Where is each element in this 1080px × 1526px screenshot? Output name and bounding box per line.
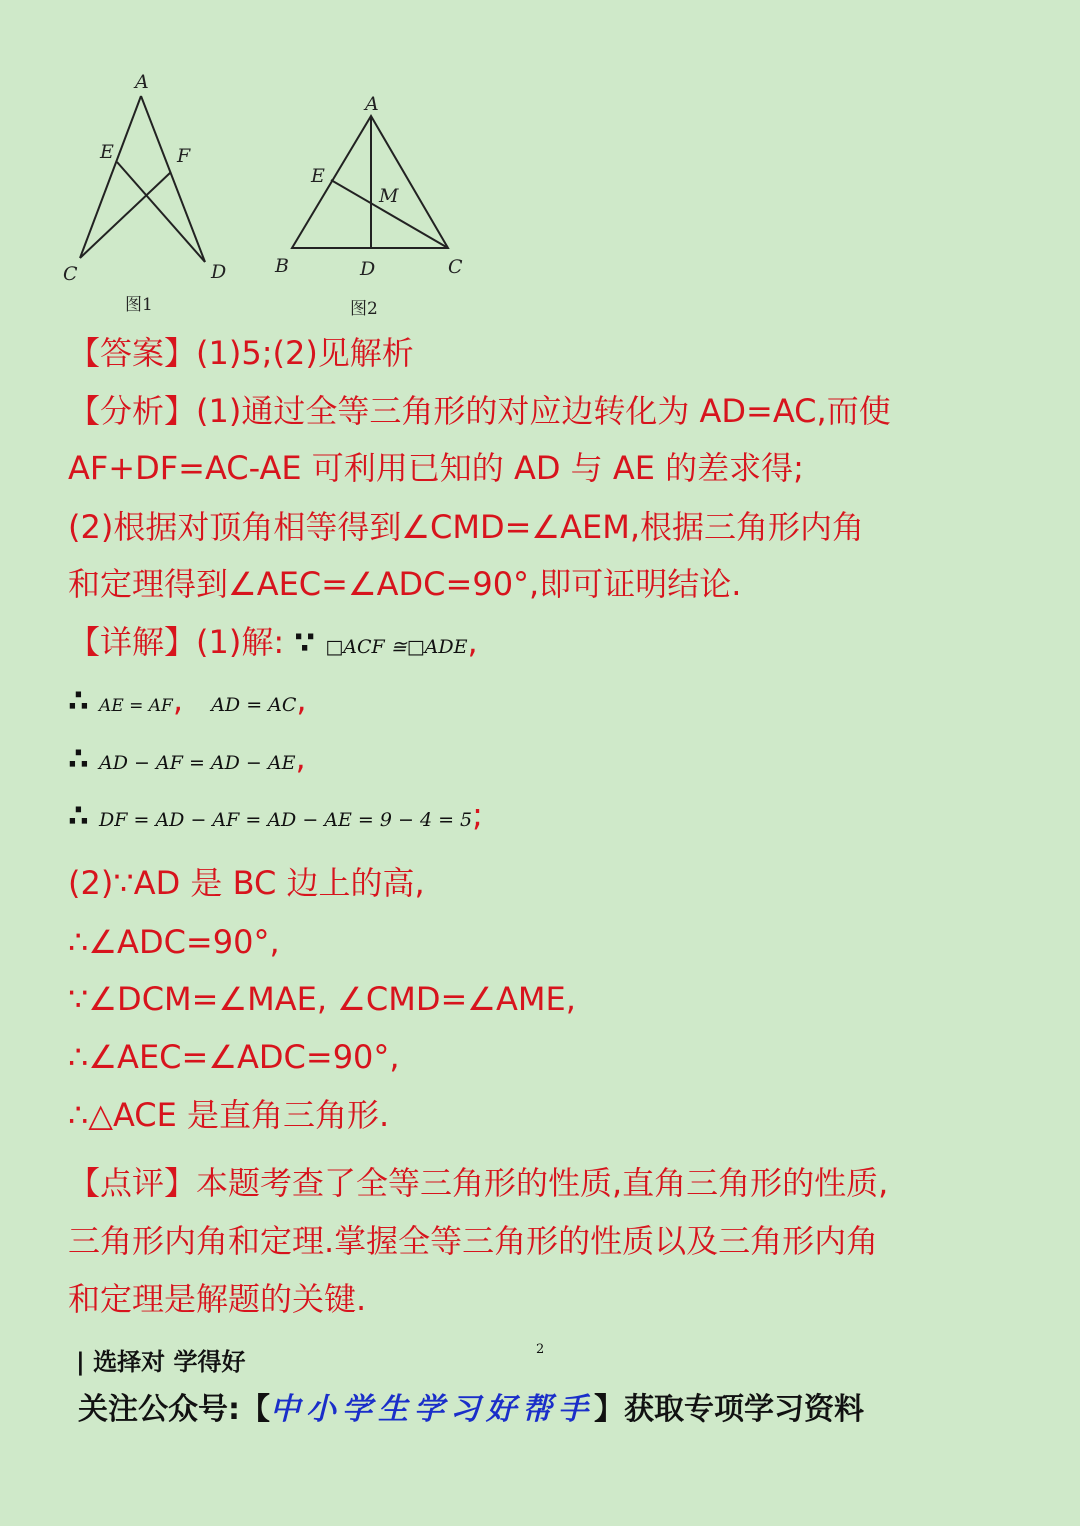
label-e: E [100,141,114,163]
comment-line-1: 【点评】本题考查了全等三角形的性质,直角三角形的性质, [68,1164,889,1202]
segment-fc [80,172,171,258]
answer-line: 【答案】(1)5;(2)见解析 [68,334,414,372]
part2-line-3: ∵∠DCM=∠MAE, ∠CMD=∠AME, [68,980,576,1018]
figure-1-caption: 图1 [125,295,153,315]
therefore-symbol: ∴ [68,684,89,719]
punct: , [296,681,307,719]
punct: , [295,739,306,777]
congruence-statement: □ACF ≅□ADE [325,636,468,658]
analysis-line-2: AF+DF=AC-AE 可利用已知的 AD 与 AE 的差求得; [68,449,804,487]
label-c: C [63,263,78,285]
comment-line-3: 和定理是解题的关键. [68,1280,367,1318]
analysis-line-1: 【分析】(1)通过全等三角形的对应边转化为 AD=AC,而使 [68,392,891,430]
because-symbol: ∵ [294,626,316,661]
punct: , [467,623,478,661]
label-e: E [311,165,325,187]
analysis-line-3: (2)根据对顶角相等得到∠CMD=∠AEM,根据三角形内角 [68,508,865,546]
segment-ad [141,96,205,262]
part2-line-2: ∴∠ADC=90°, [68,923,280,961]
therefore-symbol: ∴ [68,742,89,777]
detail-line-3 [68,736,306,785]
label-d: D [360,258,376,280]
part2-line-5: ∴△ACE 是直角三角形. [68,1096,390,1134]
footer-promo [78,1384,864,1428]
detail-heading: 【详解】(1)解: [68,623,285,661]
segment-ed [117,162,205,262]
therefore-symbol: ∴ [68,799,89,834]
label-f: F [177,145,191,167]
promo-prefix: 关注公众号:【 [78,1392,270,1427]
promo-account: 中小学生学习好帮手 [270,1392,594,1427]
label-a: A [135,71,149,93]
punct: ; [472,796,483,834]
promo-suffix: 】获取专项学习资料 [594,1392,864,1427]
detail-line-2 [68,678,307,728]
label-m: M [379,185,399,207]
page-number: 2 [536,1342,545,1357]
figure-1 [55,62,255,322]
comment-line-2: 三角形内角和定理.掌握全等三角形的性质以及三角形内角 [68,1222,879,1260]
segment-ac [80,96,141,258]
label-a: A [365,93,379,115]
footer-slogan: | 选择对 学得好 [76,1348,246,1376]
detail-line-1 [68,620,478,669]
part2-line-1: (2)∵AD 是 BC 边上的高, [68,864,425,902]
analysis-line-4: 和定理得到∠AEC=∠ADC=90°,即可证明结论. [68,565,742,603]
equation-ad-ac: AD = AC [211,694,297,716]
figure-2 [265,88,485,328]
label-c: C [448,256,463,278]
figure-2-caption: 图2 [350,299,378,319]
equation-ae-af: AE = AF [99,696,173,716]
punct: , [172,681,184,719]
equation-difference: AD − AF = AD − AE [99,752,296,774]
label-b: B [275,255,289,277]
detail-line-4 [68,793,483,842]
part2-line-4: ∴∠AEC=∠ADC=90°, [68,1038,400,1076]
label-d: D [211,261,227,283]
equation-df: DF = AD − AF = AD − AE = 9 − 4 = 5 [99,809,473,831]
